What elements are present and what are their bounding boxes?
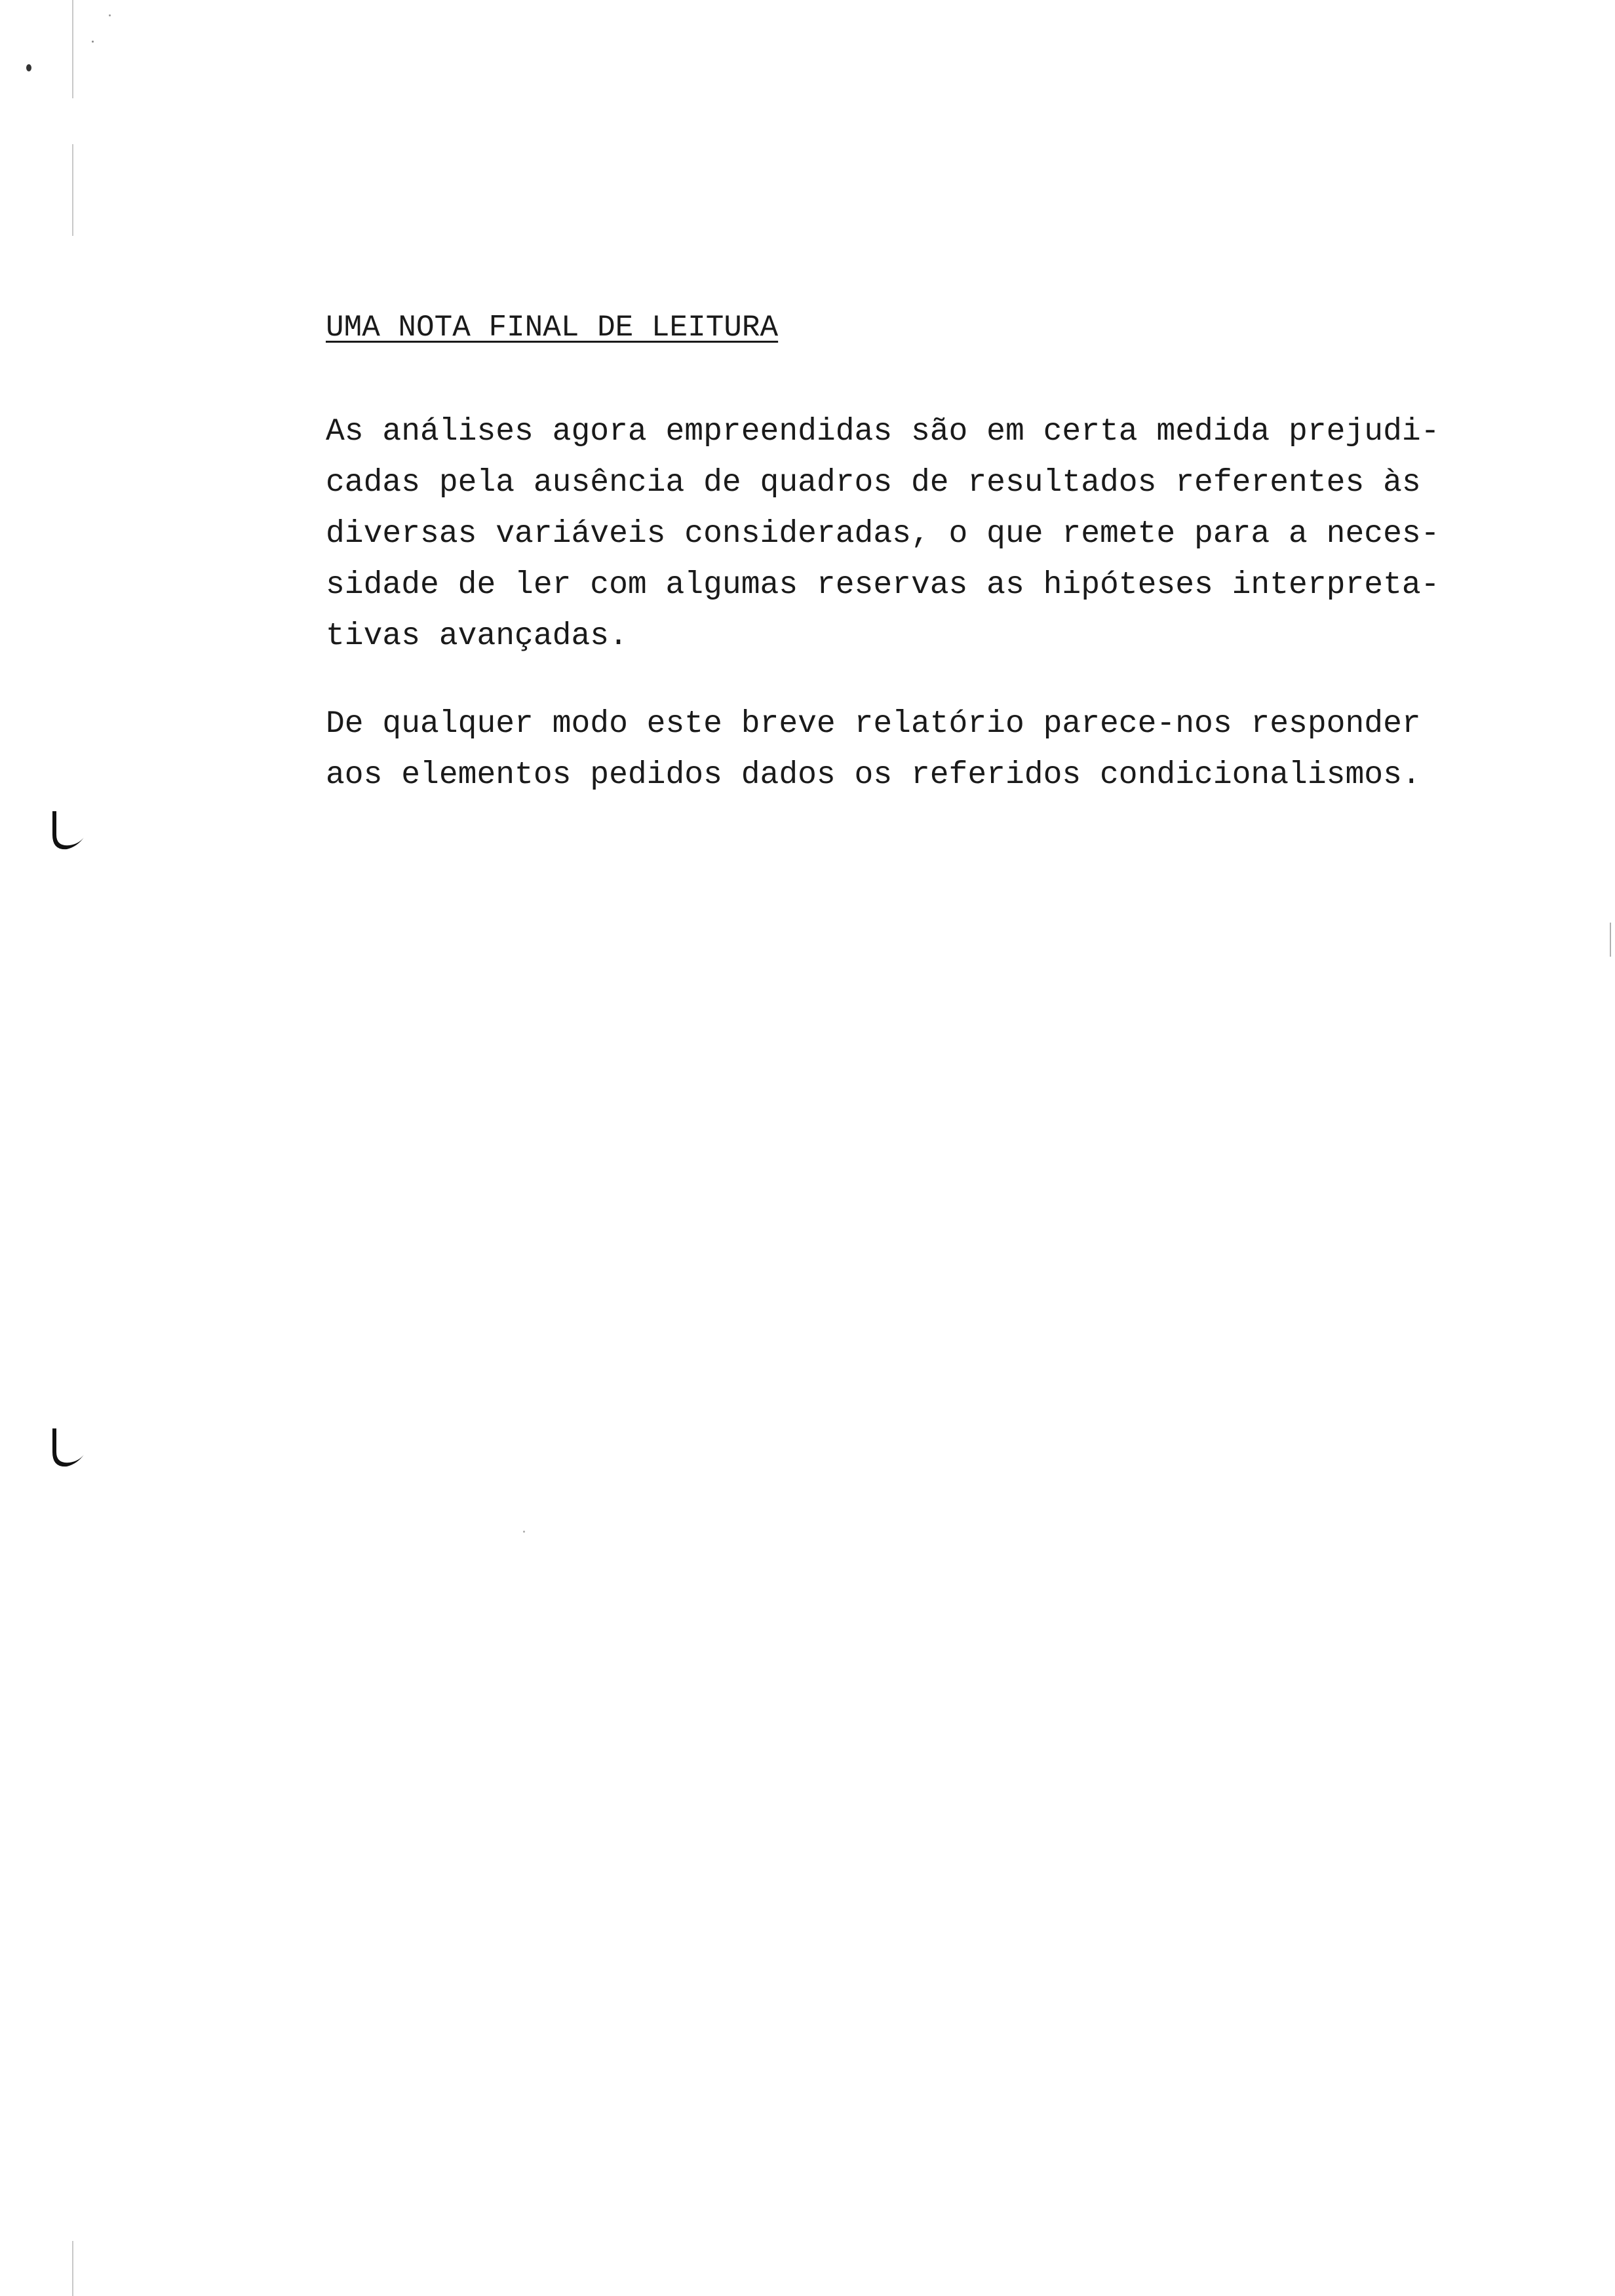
paragraph-line: De qualquer modo este breve relatório parece-nos responder [326, 706, 1421, 742]
scan-margin-line-upper [72, 144, 73, 236]
paragraph-line: diversas variáveis consideradas, o que remete para a neces- [326, 516, 1440, 552]
paragraph-1 [326, 406, 1439, 662]
scan-speck [26, 64, 31, 71]
scan-speck [109, 14, 111, 16]
paragraph-line: aos elementos pedidos dados os referidos condicionalismos. [326, 757, 1421, 793]
paragraph-2 [326, 698, 1421, 801]
binder-hook-icon [47, 809, 87, 851]
paragraph-line: sidade de ler com algumas reservas as hipóteses interpreta- [326, 567, 1440, 603]
section-heading: UMA NOTA FINAL DE LEITURA [326, 311, 779, 345]
scan-speck [523, 1531, 525, 1533]
paragraph-line: As análises agora empreendidas são em certa medida prejudi- [326, 414, 1440, 450]
scan-margin-line-bottom [72, 2241, 73, 2296]
scan-margin-line-top [72, 0, 73, 98]
paragraph-line: cadas pela ausência de quadros de resultados referentes às [326, 465, 1421, 501]
scan-edge-mark [1610, 923, 1611, 957]
paragraph-line: tivas avançadas. [326, 619, 628, 654]
binder-hook-icon [47, 1426, 87, 1468]
scan-speck [92, 41, 94, 43]
